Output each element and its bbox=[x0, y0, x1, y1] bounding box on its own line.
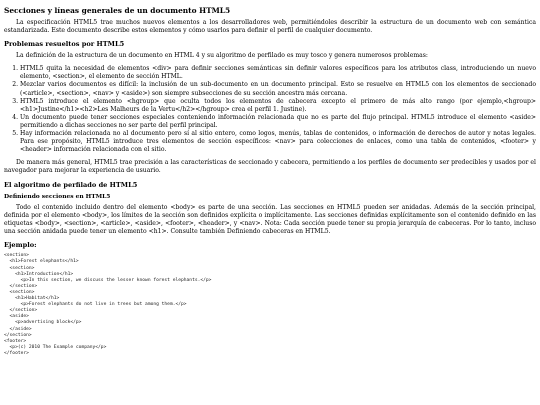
example-heading: Ejemplo: bbox=[4, 241, 37, 250]
problem-item: 5. Hay información relacionada no al documento pero sí al sitio entero, como logos, menús, tablas de contenidos, o información de derechos de autor y notas legales. Para ese propósito, HTML5 introduce tres elementos de sección específicos: <nav> para colecciones de enlaces, como una tabla de contenidos, <footer> y <header> información relacionada con el sitio. bbox=[20, 130, 536, 154]
defining-sections-heading: Definiendo secciones en HTML5 bbox=[4, 192, 111, 200]
problems-intro-paragraph: La definición de la estructura de un documento en HTML 4 y su algoritmo de perfilado es muy tosco y genera numerosos problemas: bbox=[16, 52, 428, 60]
problems-outro-paragraph: De manera más general, HTML5 trae precisión a las características de seccionado y cabecera, permitiendo a los perfiles de documento ser predecibles y usados por el navegador para mejorar la experiencia de usuario. bbox=[4, 159, 536, 175]
problem-item: 4. Un documento puede tener secciones especiales conteniendo información relacionada que no es parte del flujo principal. HTML5 introduce el elemento <aside> permitiendo a dichas secciones no ser parte del perfil principal. bbox=[20, 114, 536, 130]
page-title: Secciones y líneas generales de un documento HTML5 bbox=[4, 6, 231, 15]
defining-sections-paragraph: Todo el contenido incluido dentro del elemento <body> es parte de una sección. Las secciones en HTML5 pueden ser anidadas. Además de la sección principal, definida por el elemento <body>, los límites de la sección son definidos explícita o implícitamente. Las secciones definidas explícitamente son el contenido definido en las etiquetas <body>, <section>, <article>, <aside>, <footer>, <header>, y <nav>. Nota: Cada sección puede tener su propia jerarquía de cabeceras. Por lo tanto, incluso una sección anidada puede tener un elemento <h1>. Consulte también Definiendo cabeceras en HTML5. bbox=[4, 204, 536, 236]
code-example: <section> <h1>Forest elephants</h1> <section> <h1>Introduction</h1> <p>In this section, we discuss the lesser known forest elephants.</p> </section> <section> <h1>Habitat</h1> <p>Forest elephants do not live in trees but among them.</p> </section> <aside> <p>advertising block</p> </aside> </section> <footer> <p>(c) 2010 The Example company</p> </footer> bbox=[4, 253, 212, 356]
problem-item: 3. HTML5 introduce el elemento <hgroup> que oculta todos los elementos de cabecera excepto el primero de más alto rango (por ejemplo,<hgroup><h1>Justine</h1><h2>Les Malheurs de la Vertu</h2></hgroup> crea el perfil 1. Justine). bbox=[20, 98, 536, 114]
algorithm-heading: El algoritmo de perfilado de HTML5 bbox=[4, 180, 138, 189]
problems-heading: Problemas resueltos por HTML5 bbox=[4, 40, 125, 49]
problems-list bbox=[4, 65, 536, 154]
problem-item: 2. Mezclar varios documentos es difícil: la inclusión de un sub-documento en un documento principal. Esto se resuelve en HTML5 con los elementos de seccionado (<article>, <section>, <nav> y <aside>) son siempre subsecciones de su sección ancestra más cercana. bbox=[20, 81, 536, 97]
problem-item: 1. HTML5 quita la necesidad de elementos <div> para definir secciones semánticas sin definir valores específicos para los atributos class, introduciendo un nuevo elemento, <section>, el elemento de sección HTML. bbox=[20, 65, 536, 81]
intro-paragraph: La especificación HTML5 trae muchos nuevos elementos a los desarrolladores web, permitiéndoles describir la estructura de un documento web con semántica estandarizada. Este documento describe estos elementos y cómo usarlos para definir el perfil de cualquier documento. bbox=[4, 19, 536, 35]
